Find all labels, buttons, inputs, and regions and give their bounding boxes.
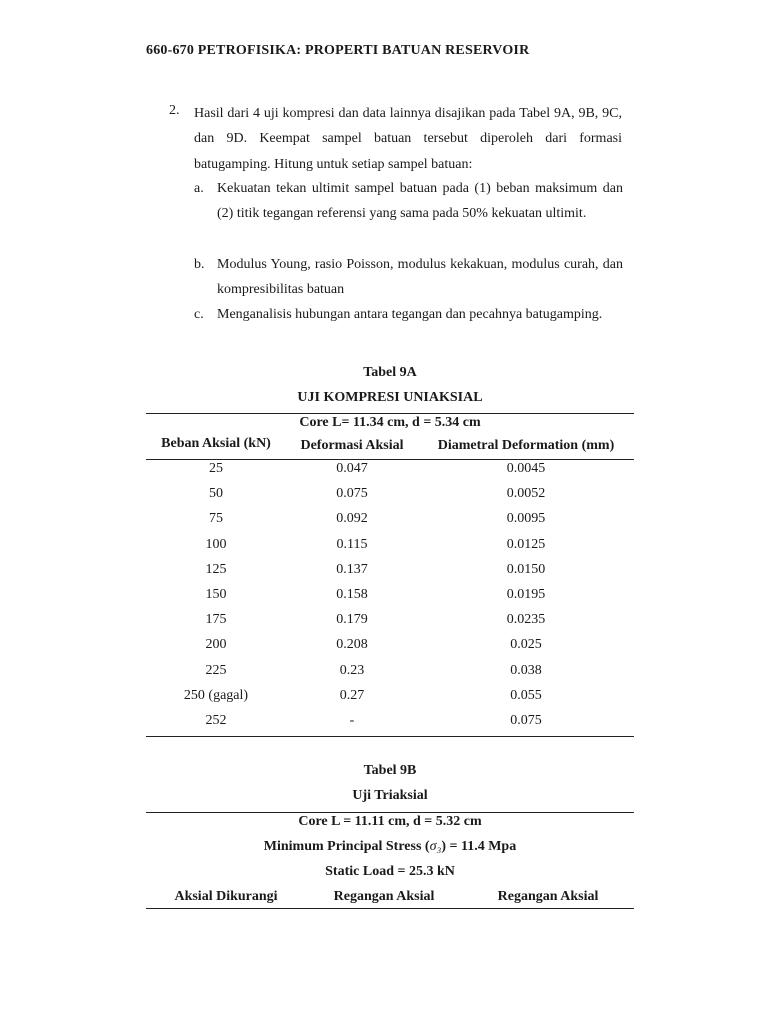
item-label: b. <box>194 257 205 272</box>
table-row-1-axial-deformation-cell: 0.047 <box>336 461 368 476</box>
question-text: Hasil dari 4 uji kompresi dan data lainnya disajikan pada Tabel 9A, 9B, 9C, dan 9D. Keempat sampel batuan tersebut diperoleh dari formasi batugamping. Hitung untuk setiap sampel batuan: <box>194 106 622 172</box>
table-row-7-diametral-deformation-cell: 0.0235 <box>506 612 546 628</box>
table-row-1-diametral-deformation-cell: 0.0045 <box>506 461 546 476</box>
table-row-5-load-cell: 125 <box>205 561 227 577</box>
table-9b-header-2: Regangan Aksial <box>333 889 435 904</box>
table-row-6-load-cell: 150 <box>205 587 227 602</box>
table-row-2-axial-deformation-cell: 0.075 <box>336 486 368 502</box>
table-row-3-load-cell: 75 <box>209 511 223 527</box>
table-9a-core: Core L= 11.34 cm, d = 5.34 cm <box>299 415 481 430</box>
table-row-8-axial-deformation-cell: 0.208 <box>336 637 368 653</box>
table-row-10-axial-deformation-cell: 0.27 <box>339 687 365 703</box>
table-9b-top-rule <box>146 812 634 813</box>
table-9b-min-stress <box>146 839 634 855</box>
question-number: 2. <box>169 103 180 118</box>
table-9a-header-load: Beban Aksial (kN) <box>161 436 271 451</box>
item-label: a. <box>194 181 204 196</box>
table-row-11-diametral-deformation-cell: 0.075 <box>510 713 542 728</box>
table-9a-top-rule <box>146 413 634 414</box>
table-row-2-load-cell: 50 <box>209 486 223 502</box>
item-text: Kekuatan tekan ultimit sampel batuan pada (1) beban maksimum dan (2) titik tegangan referensi yang sama pada 50% kekuatan ultimit. <box>217 181 623 222</box>
table-9b-static-load: Static Load = 25.3 kN <box>325 864 455 879</box>
page-header: 660-670 PETROFISIKA: PROPERTI BATUAN RESERVOIR <box>146 43 530 58</box>
table-row-5-diametral-deformation-cell: 0.0150 <box>506 561 546 577</box>
table-row-3-diametral-deformation-cell: 0.0095 <box>506 511 546 527</box>
table-row-9-diametral-deformation-cell: 0.038 <box>510 662 542 678</box>
table-9a-title: Tabel 9A <box>363 365 417 380</box>
table-row-7-load-cell: 175 <box>205 612 227 628</box>
table-row-3-axial-deformation-cell: 0.092 <box>336 511 368 527</box>
table-row-9-load-cell: 225 <box>205 662 227 678</box>
table-row-10-load-cell: 250 (gagal) <box>183 687 249 703</box>
item-text: Menganalisis hubungan antara tegangan dan pecahnya batugamping. <box>217 307 603 322</box>
table-row-10-diametral-deformation-cell: 0.055 <box>510 687 542 703</box>
table-row-6-diametral-deformation-cell: 0.0195 <box>506 587 546 602</box>
table-9b-core: Core L = 11.11 cm, d = 5.32 cm <box>298 814 482 829</box>
table-row-5-axial-deformation-cell: 0.137 <box>336 561 368 577</box>
sigma3-symbol: σ₃ <box>429 839 442 854</box>
table-row-2-diametral-deformation-cell: 0.0052 <box>506 486 546 502</box>
table-9b-header-1: Aksial Dikurangi <box>174 889 278 904</box>
table-9a-bottom-rule <box>146 736 634 737</box>
stress-suffix: ) = 11.4 Mpa <box>441 839 517 854</box>
table-row-4-load-cell: 100 <box>205 536 227 552</box>
table-9a-header-rule <box>146 459 634 460</box>
stress-prefix: Minimum Principal Stress ( <box>263 839 430 854</box>
table-9a-subtitle: UJI KOMPRESI UNIAKSIAL <box>297 390 483 405</box>
table-row-11-axial-deformation-cell: - <box>349 713 355 728</box>
table-9b-subtitle: Uji Triaksial <box>352 788 428 803</box>
table-9b-header-rule <box>146 908 634 909</box>
table-row-8-load-cell: 200 <box>205 637 227 653</box>
table-row-4-axial-deformation-cell: 0.115 <box>336 536 368 552</box>
table-9b-header-3: Regangan Aksial <box>497 889 599 904</box>
table-row-8-diametral-deformation-cell: 0.025 <box>510 637 542 653</box>
table-row-7-axial-deformation-cell: 0.179 <box>336 612 368 628</box>
table-row-4-diametral-deformation-cell: 0.0125 <box>506 536 546 552</box>
table-row-6-axial-deformation-cell: 0.158 <box>336 587 368 602</box>
item-label: c. <box>194 307 204 322</box>
item-text: Modulus Young, rasio Poisson, modulus kekakuan, modulus curah, dan kompresibilitas batuan <box>217 257 623 298</box>
table-row-1-load-cell: 25 <box>209 461 223 476</box>
table-row-11-load-cell: 252 <box>205 713 227 728</box>
table-9a-header-diametral: Diametral Deformation (mm) <box>437 438 615 453</box>
table-9a-header-axial: Deformasi Aksial <box>300 438 404 453</box>
table-9b-title: Tabel 9B <box>363 763 417 778</box>
table-row-9-axial-deformation-cell: 0.23 <box>339 662 365 678</box>
